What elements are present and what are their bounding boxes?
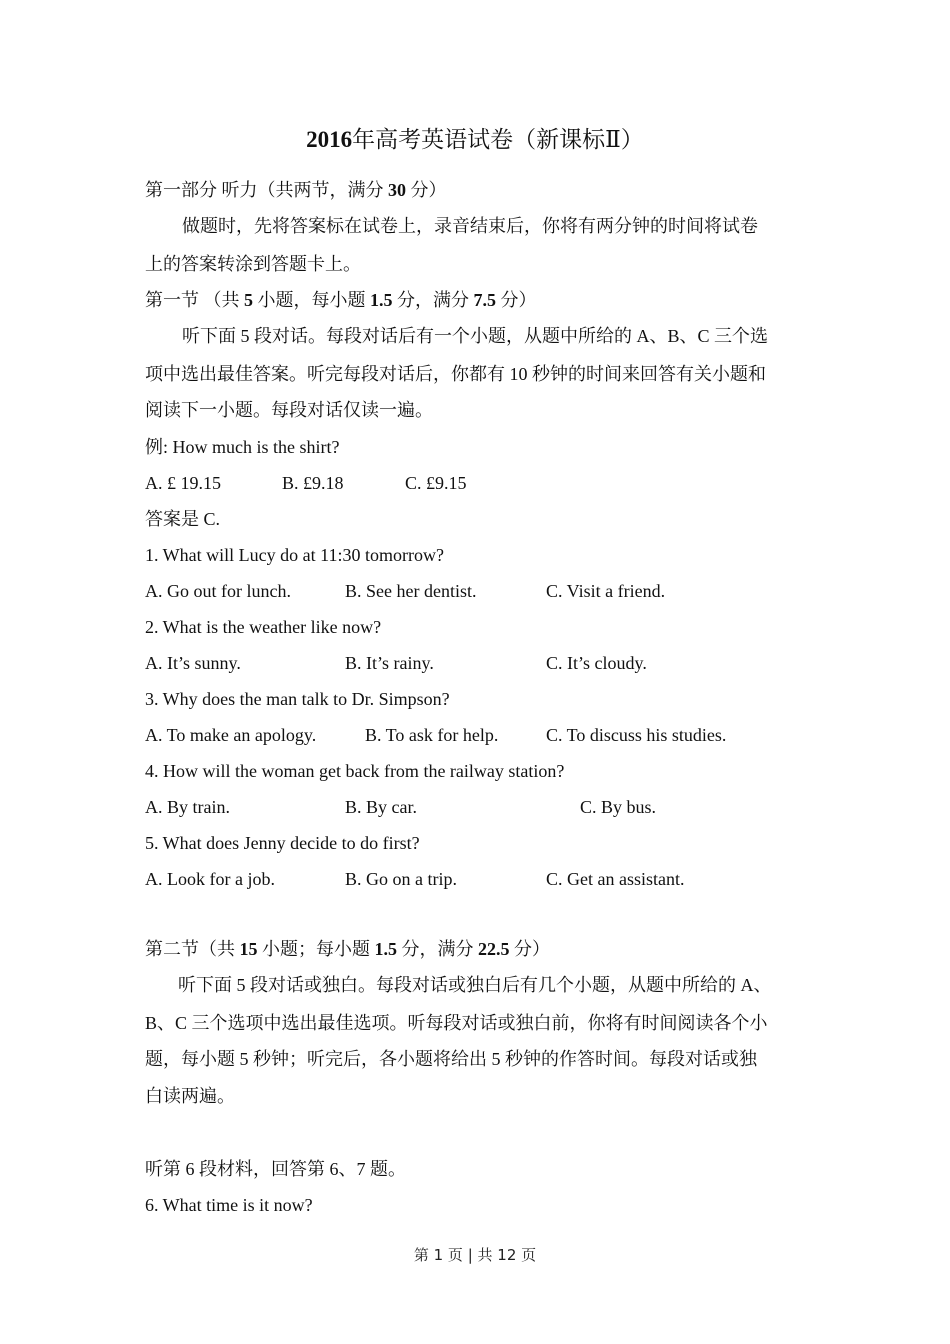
example-options xyxy=(145,471,845,495)
example-option-b: B. £9.18 xyxy=(282,473,344,493)
example-question: 例: How much is the shirt? xyxy=(145,437,340,457)
section1-intro-line1: 听下面 5 段对话。每段对话后有一个小题，从题中所给的 A、B、C 三个选 xyxy=(182,326,769,346)
example-option-a: A. £ 19.15 xyxy=(145,473,221,493)
section1-intro-line3: 阅读下一小题。每段对话仅读一遍。 xyxy=(145,400,433,420)
option-a: A. Look for a job. xyxy=(145,869,275,889)
question-1-options xyxy=(145,579,845,603)
material-note: 听第 6 段材料，回答第 6、7 题。 xyxy=(145,1159,406,1179)
question-5: 5. What does Jenny decide to do first? xyxy=(145,833,420,853)
option-c: C. Visit a friend. xyxy=(546,581,666,601)
option-c: C. By bus. xyxy=(580,797,657,817)
question-5-options xyxy=(145,867,845,891)
option-b: B. It’s rainy. xyxy=(345,653,434,673)
section2-intro-line1: 听下面 5 段对话或独白。每段对话或独白后有几个小题，从题中所给的 A、 xyxy=(178,975,772,995)
question-4-options xyxy=(145,795,845,819)
option-a: A. By train. xyxy=(145,797,230,817)
part1-intro-line1: 做题时，先将答案标在试卷上，录音结束后，你将有两分钟的时间将试卷 xyxy=(182,216,758,236)
section1-intro-line2: 项中选出最佳答案。听完每段对话后，你都有 10 秒钟的时间来回答有关小题和 xyxy=(145,364,766,384)
option-b: B. Go on a trip. xyxy=(345,869,457,889)
question-4: 4. How will the woman get back from the railway station? xyxy=(145,761,565,781)
question-6: 6. What time is it now? xyxy=(145,1195,313,1215)
option-a: A. It’s sunny. xyxy=(145,653,241,673)
option-c: C. To discuss his studies. xyxy=(546,725,727,745)
page-footer: 第 1 页 | 共 12 页 xyxy=(413,1246,537,1264)
question-3: 3. Why does the man talk to Dr. Simpson? xyxy=(145,689,450,709)
option-b: B. By car. xyxy=(345,797,417,817)
page-title xyxy=(0,124,950,156)
example-option-c: C. £9.15 xyxy=(405,473,467,493)
option-a: A. Go out for lunch. xyxy=(145,581,291,601)
option-b: B. See her dentist. xyxy=(345,581,477,601)
part1-intro-line2: 上的答案转涂到答题卡上。 xyxy=(145,254,361,274)
section2-intro-line2: B、C 三个选项中选出最佳选项。听每段对话或独白前，你将有时间阅读各个小 xyxy=(145,1013,768,1033)
section2-intro-line4: 白读两遍。 xyxy=(145,1086,235,1106)
option-c: C. Get an assistant. xyxy=(546,869,685,889)
question-2: 2. What is the weather like now? xyxy=(145,617,382,637)
question-3-options xyxy=(145,723,845,747)
question-1: 1. What will Lucy do at 11:30 tomorrow? xyxy=(145,545,444,565)
option-b: B. To ask for help. xyxy=(365,725,499,745)
section2-heading: 第二节（共 15 小题；每小题 1.5 分，满分 22.5 分） xyxy=(145,939,550,959)
title-year: 2016 xyxy=(306,127,353,152)
part1-heading: 第一部分 听力（共两节，满分 30 分） xyxy=(145,180,447,200)
option-a: A. To make an apology. xyxy=(145,725,317,745)
question-2-options xyxy=(145,651,845,675)
section2-intro-line3: 题，每小题 5 秒钟；听完后，各小题将给出 5 秒钟的作答时间。每段对话或独 xyxy=(145,1049,757,1069)
title-text: 年高考英语试卷（新课标Ⅱ） xyxy=(352,127,644,152)
option-c: C. It’s cloudy. xyxy=(546,653,647,673)
example-answer: 答案是 C. xyxy=(145,509,221,529)
section1-heading: 第一节 （共 5 小题，每小题 1.5 分，满分 7.5 分） xyxy=(145,290,537,310)
